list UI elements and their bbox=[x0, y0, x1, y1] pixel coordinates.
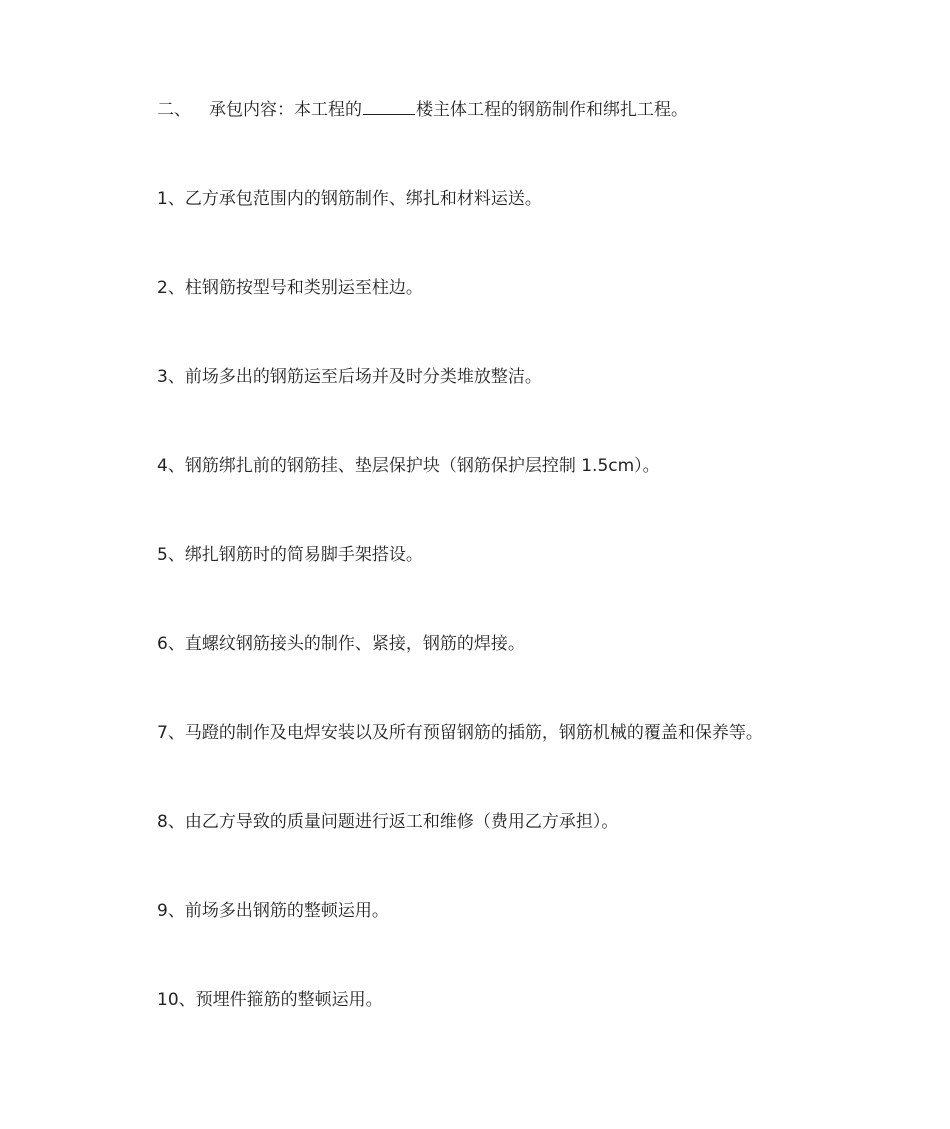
fill-in-blank bbox=[363, 98, 415, 115]
section-heading bbox=[157, 98, 688, 122]
list-item: 10、预埋件箍筋的整顿运用。 bbox=[157, 990, 383, 1010]
list-item: 5、绑扎钢筋时的简易脚手架搭设。 bbox=[157, 545, 423, 565]
list-item: 4、钢筋绑扎前的钢筋挂、垫层保护块（钢筋保护层控制 1.5cm）。 bbox=[157, 456, 660, 476]
heading-text-before: 承包内容：本工程的 bbox=[209, 100, 362, 120]
list-item: 3、前场多出的钢筋运至后场并及时分类堆放整洁。 bbox=[157, 367, 542, 387]
list-item: 2、柱钢筋按型号和类别运至柱边。 bbox=[157, 278, 423, 298]
list-item: 8、由乙方导致的质量问题进行返工和维修（费用乙方承担）。 bbox=[157, 812, 619, 832]
list-item: 9、前场多出钢筋的整顿运用。 bbox=[157, 901, 389, 921]
section-number: 二、 bbox=[157, 100, 191, 120]
list-item: 1、乙方承包范围内的钢筋制作、绑扎和材料运送。 bbox=[157, 189, 542, 209]
heading-text-after: 楼主体工程的钢筋制作和绑扎工程。 bbox=[416, 100, 688, 120]
list-item: 7、马蹬的制作及电焊安装以及所有预留钢筋的插筋，钢筋机械的覆盖和保养等。 bbox=[157, 723, 763, 743]
list-item: 6、直螺纹钢筋接头的制作、紧接，钢筋的焊接。 bbox=[157, 634, 525, 654]
